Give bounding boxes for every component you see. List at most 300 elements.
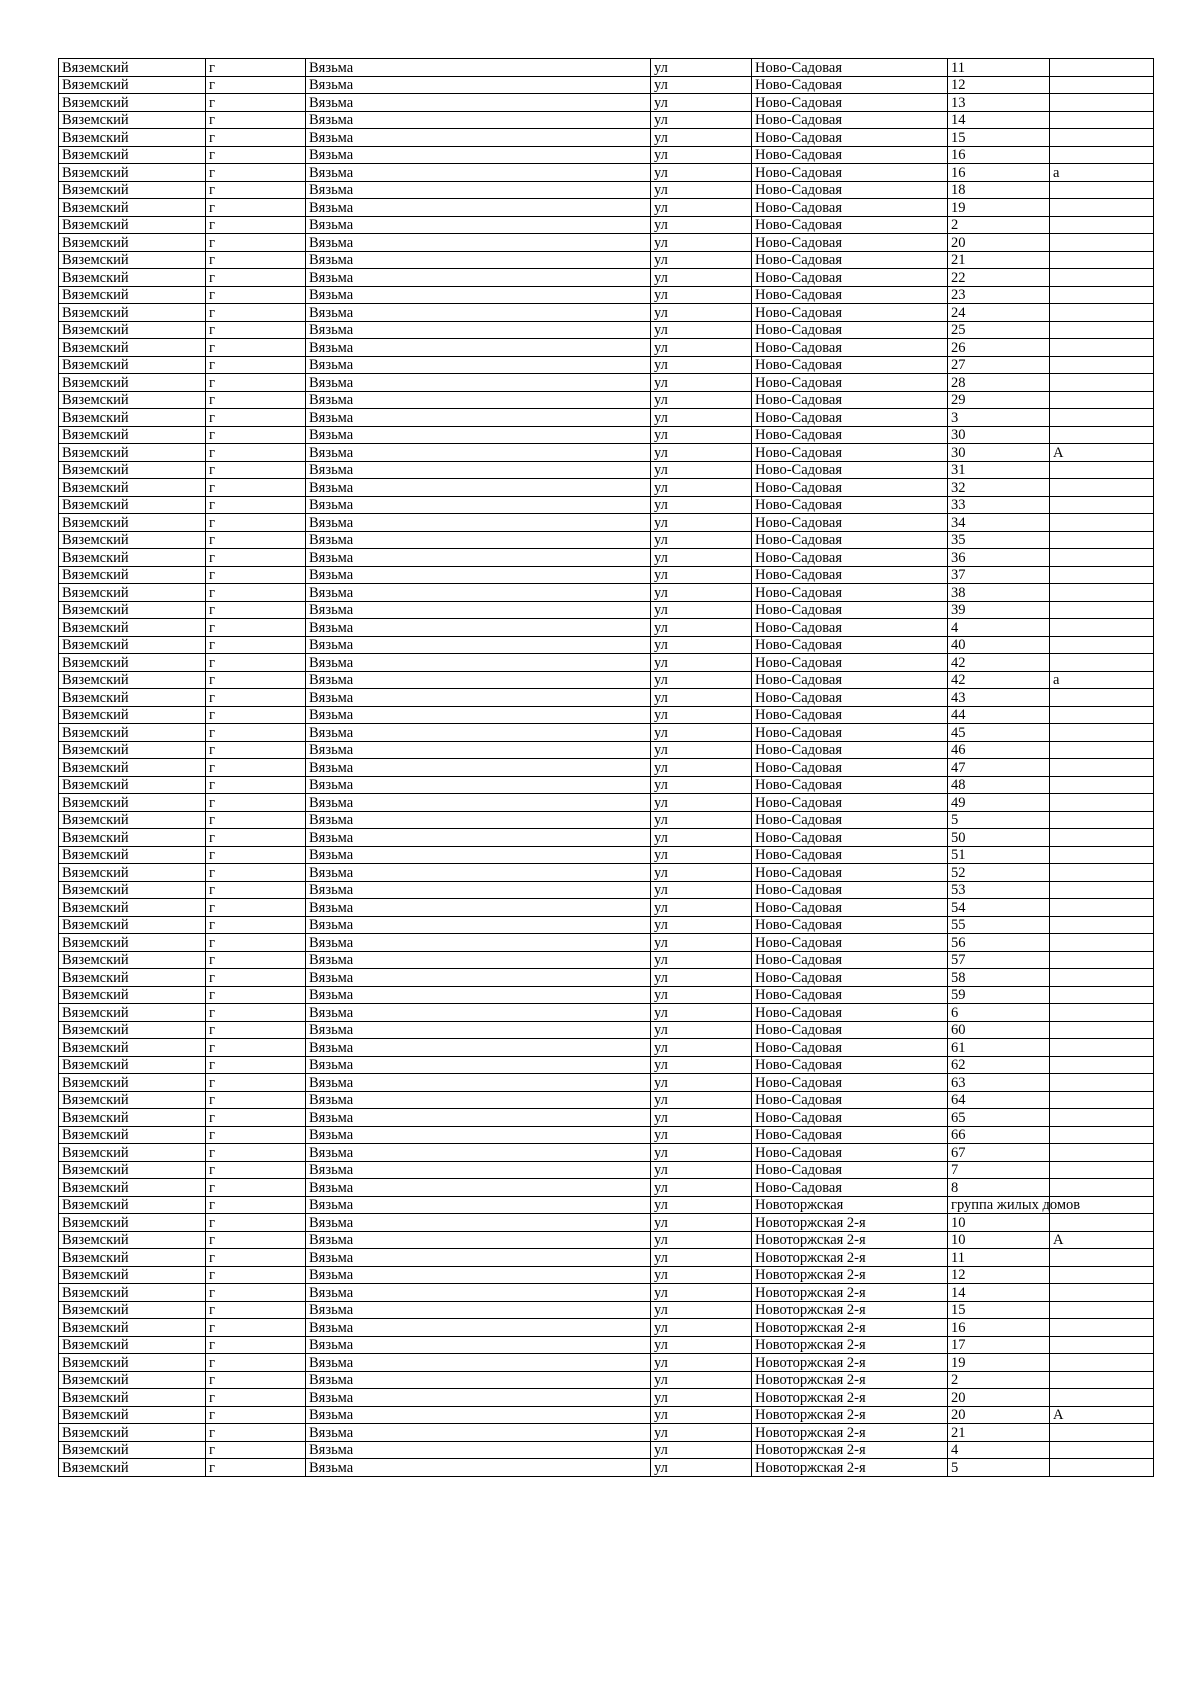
settlement-type-cell: г bbox=[206, 549, 306, 567]
settlement-cell: Вязьма bbox=[306, 724, 651, 742]
settlement-cell: Вязьма bbox=[306, 199, 651, 217]
street-cell: Новоторжская 2-я bbox=[752, 1319, 948, 1337]
building-letter-cell bbox=[1050, 216, 1154, 234]
district-cell: Вяземский bbox=[59, 1406, 206, 1424]
settlement-type-cell: г bbox=[206, 986, 306, 1004]
street-type-cell: ул bbox=[651, 461, 752, 479]
street-type-cell: ул bbox=[651, 1039, 752, 1057]
house-number-cell: 4 bbox=[948, 1441, 1050, 1459]
district-cell: Вяземский bbox=[59, 1039, 206, 1057]
street-cell: Новоторжская 2-я bbox=[752, 1424, 948, 1442]
building-letter-cell bbox=[1050, 356, 1154, 374]
house-number-cell: 65 bbox=[948, 1109, 1050, 1127]
street-type-cell: ул bbox=[651, 59, 752, 77]
street-type-cell: ул bbox=[651, 164, 752, 182]
street-type-cell: ул bbox=[651, 1249, 752, 1267]
settlement-type-cell: г bbox=[206, 846, 306, 864]
building-letter-cell bbox=[1050, 146, 1154, 164]
address-table bbox=[58, 58, 1154, 1477]
table-row bbox=[59, 251, 1154, 269]
street-cell: Ново-Садовая bbox=[752, 706, 948, 724]
street-cell: Ново-Садовая bbox=[752, 1161, 948, 1179]
house-number-cell: 5 bbox=[948, 811, 1050, 829]
street-cell: Ново-Садовая bbox=[752, 899, 948, 917]
table-row bbox=[59, 969, 1154, 987]
settlement-type-cell: г bbox=[206, 1039, 306, 1057]
house-number-cell: 67 bbox=[948, 1144, 1050, 1162]
building-letter-cell bbox=[1050, 636, 1154, 654]
building-letter-cell bbox=[1050, 1179, 1154, 1197]
district-cell: Вяземский bbox=[59, 1249, 206, 1267]
house-number-cell: 16 bbox=[948, 1319, 1050, 1337]
street-cell: Ново-Садовая bbox=[752, 216, 948, 234]
settlement-type-cell: г bbox=[206, 59, 306, 77]
district-cell: Вяземский bbox=[59, 216, 206, 234]
settlement-cell: Вязьма bbox=[306, 286, 651, 304]
settlement-type-cell: г bbox=[206, 1249, 306, 1267]
street-cell: Ново-Садовая bbox=[752, 986, 948, 1004]
table-row bbox=[59, 706, 1154, 724]
street-type-cell: ул bbox=[651, 356, 752, 374]
district-cell: Вяземский bbox=[59, 269, 206, 287]
building-letter-cell bbox=[1050, 59, 1154, 77]
street-type-cell: ул bbox=[651, 1109, 752, 1127]
street-type-cell: ул bbox=[651, 636, 752, 654]
settlement-cell: Вязьма bbox=[306, 794, 651, 812]
building-letter-cell: А bbox=[1050, 1406, 1154, 1424]
settlement-cell: Вязьма bbox=[306, 566, 651, 584]
street-cell: Ново-Садовая bbox=[752, 461, 948, 479]
building-letter-cell bbox=[1050, 76, 1154, 94]
settlement-type-cell: г bbox=[206, 1231, 306, 1249]
district-cell: Вяземский bbox=[59, 584, 206, 602]
table-row bbox=[59, 1249, 1154, 1267]
settlement-type-cell: г bbox=[206, 444, 306, 462]
settlement-cell: Вязьма bbox=[306, 496, 651, 514]
street-cell: Ново-Садовая bbox=[752, 951, 948, 969]
settlement-type-cell: г bbox=[206, 76, 306, 94]
street-cell: Ново-Садовая bbox=[752, 1179, 948, 1197]
street-type-cell: ул bbox=[651, 829, 752, 847]
house-number-cell: 20 bbox=[948, 1389, 1050, 1407]
settlement-type-cell: г bbox=[206, 706, 306, 724]
district-cell: Вяземский bbox=[59, 304, 206, 322]
table-row bbox=[59, 479, 1154, 497]
settlement-cell: Вязьма bbox=[306, 951, 651, 969]
table-row bbox=[59, 409, 1154, 427]
building-letter-cell bbox=[1050, 566, 1154, 584]
house-number-cell: 6 bbox=[948, 1004, 1050, 1022]
table-row bbox=[59, 584, 1154, 602]
building-letter-cell bbox=[1050, 374, 1154, 392]
street-type-cell: ул bbox=[651, 1231, 752, 1249]
building-letter-cell bbox=[1050, 339, 1154, 357]
settlement-cell: Вязьма bbox=[306, 1091, 651, 1109]
table-row bbox=[59, 601, 1154, 619]
building-letter-cell bbox=[1050, 1266, 1154, 1284]
district-cell: Вяземский bbox=[59, 671, 206, 689]
settlement-cell: Вязьма bbox=[306, 986, 651, 1004]
settlement-cell: Вязьма bbox=[306, 1021, 651, 1039]
house-number-cell: 19 bbox=[948, 1354, 1050, 1372]
street-cell: Новоторжская 2-я bbox=[752, 1266, 948, 1284]
district-cell: Вяземский bbox=[59, 776, 206, 794]
house-number-cell: 55 bbox=[948, 916, 1050, 934]
table-row bbox=[59, 531, 1154, 549]
house-number-cell: 52 bbox=[948, 864, 1050, 882]
street-type-cell: ул bbox=[651, 94, 752, 112]
table-row bbox=[59, 829, 1154, 847]
settlement-type-cell: г bbox=[206, 1004, 306, 1022]
house-number-cell: 43 bbox=[948, 689, 1050, 707]
street-cell: Ново-Садовая bbox=[752, 111, 948, 129]
street-type-cell: ул bbox=[651, 444, 752, 462]
settlement-cell: Вязьма bbox=[306, 479, 651, 497]
settlement-type-cell: г bbox=[206, 269, 306, 287]
house-number-cell: 3 bbox=[948, 409, 1050, 427]
table-row bbox=[59, 549, 1154, 567]
street-type-cell: ул bbox=[651, 321, 752, 339]
settlement-cell: Вязьма bbox=[306, 181, 651, 199]
house-number-cell: 58 bbox=[948, 969, 1050, 987]
house-number-cell: 42 bbox=[948, 671, 1050, 689]
house-number-cell: 11 bbox=[948, 59, 1050, 77]
building-letter-cell bbox=[1050, 741, 1154, 759]
street-cell: Новоторжская 2-я bbox=[752, 1249, 948, 1267]
table-row bbox=[59, 1056, 1154, 1074]
house-number-cell: 18 bbox=[948, 181, 1050, 199]
building-letter-cell bbox=[1050, 829, 1154, 847]
house-number-cell: 2 bbox=[948, 216, 1050, 234]
settlement-type-cell: г bbox=[206, 654, 306, 672]
district-cell: Вяземский bbox=[59, 129, 206, 147]
building-letter-cell bbox=[1050, 1126, 1154, 1144]
house-number-cell: 39 bbox=[948, 601, 1050, 619]
building-letter-cell bbox=[1050, 1144, 1154, 1162]
street-cell: Ново-Садовая bbox=[752, 601, 948, 619]
house-number-cell: 21 bbox=[948, 1424, 1050, 1442]
settlement-cell: Вязьма bbox=[306, 671, 651, 689]
house-number-cell: 56 bbox=[948, 934, 1050, 952]
document-page bbox=[58, 58, 1153, 1477]
table-row bbox=[59, 1441, 1154, 1459]
house-number-cell: 15 bbox=[948, 1301, 1050, 1319]
table-row bbox=[59, 1126, 1154, 1144]
district-cell: Вяземский bbox=[59, 199, 206, 217]
house-number-cell: 66 bbox=[948, 1126, 1050, 1144]
street-cell: Ново-Садовая bbox=[752, 1144, 948, 1162]
table-row bbox=[59, 1021, 1154, 1039]
settlement-cell: Вязьма bbox=[306, 1441, 651, 1459]
district-cell: Вяземский bbox=[59, 234, 206, 252]
house-number-cell: 47 bbox=[948, 759, 1050, 777]
table-row bbox=[59, 269, 1154, 287]
settlement-cell: Вязьма bbox=[306, 531, 651, 549]
settlement-cell: Вязьма bbox=[306, 776, 651, 794]
house-number-cell: 53 bbox=[948, 881, 1050, 899]
district-cell: Вяземский bbox=[59, 846, 206, 864]
settlement-cell: Вязьма bbox=[306, 216, 651, 234]
street-type-cell: ул bbox=[651, 286, 752, 304]
street-cell: Ново-Садовая bbox=[752, 776, 948, 794]
table-row bbox=[59, 444, 1154, 462]
building-letter-cell bbox=[1050, 969, 1154, 987]
table-row bbox=[59, 304, 1154, 322]
settlement-cell: Вязьма bbox=[306, 339, 651, 357]
street-type-cell: ул bbox=[651, 846, 752, 864]
street-type-cell: ул bbox=[651, 916, 752, 934]
house-number-cell: 46 bbox=[948, 741, 1050, 759]
settlement-type-cell: г bbox=[206, 1284, 306, 1302]
table-row bbox=[59, 794, 1154, 812]
table-row bbox=[59, 916, 1154, 934]
settlement-cell: Вязьма bbox=[306, 391, 651, 409]
table-row bbox=[59, 181, 1154, 199]
district-cell: Вяземский bbox=[59, 654, 206, 672]
house-number-cell: 40 bbox=[948, 636, 1050, 654]
table-row bbox=[59, 1109, 1154, 1127]
district-cell: Вяземский bbox=[59, 549, 206, 567]
street-type-cell: ул bbox=[651, 881, 752, 899]
building-letter-cell bbox=[1050, 1056, 1154, 1074]
district-cell: Вяземский bbox=[59, 1231, 206, 1249]
street-cell: Ново-Садовая bbox=[752, 881, 948, 899]
street-type-cell: ул bbox=[651, 339, 752, 357]
table-row bbox=[59, 1074, 1154, 1092]
street-type-cell: ул bbox=[651, 76, 752, 94]
settlement-type-cell: г bbox=[206, 1109, 306, 1127]
street-type-cell: ул bbox=[651, 934, 752, 952]
house-number-cell: 45 bbox=[948, 724, 1050, 742]
building-letter-cell bbox=[1050, 1021, 1154, 1039]
settlement-cell: Вязьма bbox=[306, 1266, 651, 1284]
building-letter-cell bbox=[1050, 251, 1154, 269]
district-cell: Вяземский bbox=[59, 1021, 206, 1039]
settlement-cell: Вязьма bbox=[306, 864, 651, 882]
settlement-type-cell: г bbox=[206, 461, 306, 479]
building-letter-cell bbox=[1050, 899, 1154, 917]
settlement-type-cell: г bbox=[206, 234, 306, 252]
settlement-type-cell: г bbox=[206, 584, 306, 602]
house-number-cell: 51 bbox=[948, 846, 1050, 864]
house-number-cell: 63 bbox=[948, 1074, 1050, 1092]
settlement-type-cell: г bbox=[206, 1056, 306, 1074]
street-type-cell: ул bbox=[651, 986, 752, 1004]
table-row bbox=[59, 1319, 1154, 1337]
district-cell: Вяземский bbox=[59, 706, 206, 724]
building-letter-cell bbox=[1050, 1004, 1154, 1022]
settlement-cell: Вязьма bbox=[306, 269, 651, 287]
settlement-cell: Вязьма bbox=[306, 1004, 651, 1022]
table-row bbox=[59, 654, 1154, 672]
table-row bbox=[59, 1039, 1154, 1057]
district-cell: Вяземский bbox=[59, 531, 206, 549]
table-row bbox=[59, 864, 1154, 882]
street-cell: Ново-Садовая bbox=[752, 391, 948, 409]
settlement-type-cell: г bbox=[206, 864, 306, 882]
table-row bbox=[59, 1161, 1154, 1179]
district-cell: Вяземский bbox=[59, 339, 206, 357]
table-row bbox=[59, 934, 1154, 952]
district-cell: Вяземский bbox=[59, 59, 206, 77]
district-cell: Вяземский bbox=[59, 811, 206, 829]
settlement-cell: Вязьма bbox=[306, 1301, 651, 1319]
settlement-type-cell: г bbox=[206, 339, 306, 357]
building-letter-cell bbox=[1050, 689, 1154, 707]
table-row bbox=[59, 216, 1154, 234]
table-row bbox=[59, 374, 1154, 392]
street-cell: Новоторжская 2-я bbox=[752, 1406, 948, 1424]
table-row bbox=[59, 881, 1154, 899]
street-cell: Ново-Садовая bbox=[752, 94, 948, 112]
building-letter-cell: А bbox=[1050, 444, 1154, 462]
street-cell: Ново-Садовая bbox=[752, 584, 948, 602]
settlement-type-cell: г bbox=[206, 1214, 306, 1232]
table-row bbox=[59, 636, 1154, 654]
district-cell: Вяземский bbox=[59, 1091, 206, 1109]
table-row bbox=[59, 846, 1154, 864]
table-row bbox=[59, 741, 1154, 759]
street-cell: Ново-Садовая bbox=[752, 549, 948, 567]
settlement-cell: Вязьма bbox=[306, 111, 651, 129]
house-number-cell: 49 bbox=[948, 794, 1050, 812]
table-row bbox=[59, 356, 1154, 374]
house-number-cell: 25 bbox=[948, 321, 1050, 339]
settlement-type-cell: г bbox=[206, 129, 306, 147]
street-cell: Ново-Садовая bbox=[752, 829, 948, 847]
street-type-cell: ул bbox=[651, 1196, 752, 1214]
building-letter-cell bbox=[1050, 304, 1154, 322]
street-cell: Ново-Садовая bbox=[752, 531, 948, 549]
house-number-cell: 38 bbox=[948, 584, 1050, 602]
street-cell: Ново-Садовая bbox=[752, 199, 948, 217]
table-row bbox=[59, 1266, 1154, 1284]
house-number-cell: 15 bbox=[948, 129, 1050, 147]
building-letter-cell bbox=[1050, 1354, 1154, 1372]
street-type-cell: ул bbox=[651, 1266, 752, 1284]
district-cell: Вяземский bbox=[59, 251, 206, 269]
table-row bbox=[59, 899, 1154, 917]
street-type-cell: ул bbox=[651, 601, 752, 619]
building-letter-cell bbox=[1050, 1424, 1154, 1442]
table-row bbox=[59, 1459, 1154, 1477]
settlement-cell: Вязьма bbox=[306, 549, 651, 567]
settlement-cell: Вязьма bbox=[306, 1389, 651, 1407]
street-type-cell: ул bbox=[651, 759, 752, 777]
settlement-cell: Вязьма bbox=[306, 759, 651, 777]
house-number-cell: 28 bbox=[948, 374, 1050, 392]
district-cell: Вяземский bbox=[59, 1004, 206, 1022]
street-type-cell: ул bbox=[651, 129, 752, 147]
table-row bbox=[59, 496, 1154, 514]
settlement-cell: Вязьма bbox=[306, 1074, 651, 1092]
settlement-type-cell: г bbox=[206, 1459, 306, 1477]
street-cell: Новоторжская 2-я bbox=[752, 1441, 948, 1459]
street-type-cell: ул bbox=[651, 391, 752, 409]
street-type-cell: ул bbox=[651, 479, 752, 497]
district-cell: Вяземский bbox=[59, 1074, 206, 1092]
house-number-cell: 7 bbox=[948, 1161, 1050, 1179]
settlement-type-cell: г bbox=[206, 216, 306, 234]
settlement-type-cell: г bbox=[206, 304, 306, 322]
building-letter-cell bbox=[1050, 811, 1154, 829]
house-number-cell: 24 bbox=[948, 304, 1050, 322]
building-letter-cell bbox=[1050, 1214, 1154, 1232]
settlement-cell: Вязьма bbox=[306, 1144, 651, 1162]
building-letter-cell bbox=[1050, 1109, 1154, 1127]
street-cell: Ново-Садовая bbox=[752, 374, 948, 392]
house-number-cell: 19 bbox=[948, 199, 1050, 217]
street-cell: Ново-Садовая bbox=[752, 846, 948, 864]
table-row bbox=[59, 199, 1154, 217]
settlement-type-cell: г bbox=[206, 1126, 306, 1144]
district-cell: Вяземский bbox=[59, 1179, 206, 1197]
street-cell: Ново-Садовая bbox=[752, 1004, 948, 1022]
table-row bbox=[59, 724, 1154, 742]
settlement-type-cell: г bbox=[206, 94, 306, 112]
settlement-cell: Вязьма bbox=[306, 1424, 651, 1442]
settlement-cell: Вязьма bbox=[306, 146, 651, 164]
settlement-cell: Вязьма bbox=[306, 356, 651, 374]
table-row bbox=[59, 1004, 1154, 1022]
street-cell: Ново-Садовая bbox=[752, 864, 948, 882]
settlement-cell: Вязьма bbox=[306, 1161, 651, 1179]
district-cell: Вяземский bbox=[59, 566, 206, 584]
district-cell: Вяземский bbox=[59, 1301, 206, 1319]
building-letter-cell bbox=[1050, 269, 1154, 287]
settlement-type-cell: г bbox=[206, 1319, 306, 1337]
street-type-cell: ул bbox=[651, 269, 752, 287]
settlement-cell: Вязьма bbox=[306, 409, 651, 427]
settlement-type-cell: г bbox=[206, 1144, 306, 1162]
district-cell: Вяземский bbox=[59, 619, 206, 637]
building-letter-cell bbox=[1050, 951, 1154, 969]
district-cell: Вяземский bbox=[59, 479, 206, 497]
house-number-cell: 64 bbox=[948, 1091, 1050, 1109]
street-cell: Ново-Садовая bbox=[752, 689, 948, 707]
street-type-cell: ул bbox=[651, 1144, 752, 1162]
street-cell: Ново-Садовая bbox=[752, 496, 948, 514]
house-number-cell: 35 bbox=[948, 531, 1050, 549]
settlement-type-cell: г bbox=[206, 1021, 306, 1039]
house-number-cell: 57 bbox=[948, 951, 1050, 969]
settlement-cell: Вязьма bbox=[306, 1039, 651, 1057]
street-type-cell: ул bbox=[651, 864, 752, 882]
street-type-cell: ул bbox=[651, 794, 752, 812]
settlement-type-cell: г bbox=[206, 1301, 306, 1319]
district-cell: Вяземский bbox=[59, 444, 206, 462]
settlement-cell: Вязьма bbox=[306, 514, 651, 532]
settlement-cell: Вязьма bbox=[306, 741, 651, 759]
table-row bbox=[59, 951, 1154, 969]
table-row bbox=[59, 461, 1154, 479]
street-type-cell: ул bbox=[651, 234, 752, 252]
street-type-cell: ул bbox=[651, 566, 752, 584]
settlement-type-cell: г bbox=[206, 1161, 306, 1179]
house-number-cell: 37 bbox=[948, 566, 1050, 584]
street-cell: Новоторжская 2-я bbox=[752, 1301, 948, 1319]
table-row bbox=[59, 776, 1154, 794]
building-letter-cell bbox=[1050, 391, 1154, 409]
street-cell: Новоторжская 2-я bbox=[752, 1371, 948, 1389]
district-cell: Вяземский bbox=[59, 1196, 206, 1214]
settlement-cell: Вязьма bbox=[306, 94, 651, 112]
settlement-type-cell: г bbox=[206, 1441, 306, 1459]
street-cell: Ново-Садовая bbox=[752, 566, 948, 584]
settlement-cell: Вязьма bbox=[306, 321, 651, 339]
settlement-cell: Вязьма bbox=[306, 934, 651, 952]
building-letter-cell bbox=[1050, 1319, 1154, 1337]
